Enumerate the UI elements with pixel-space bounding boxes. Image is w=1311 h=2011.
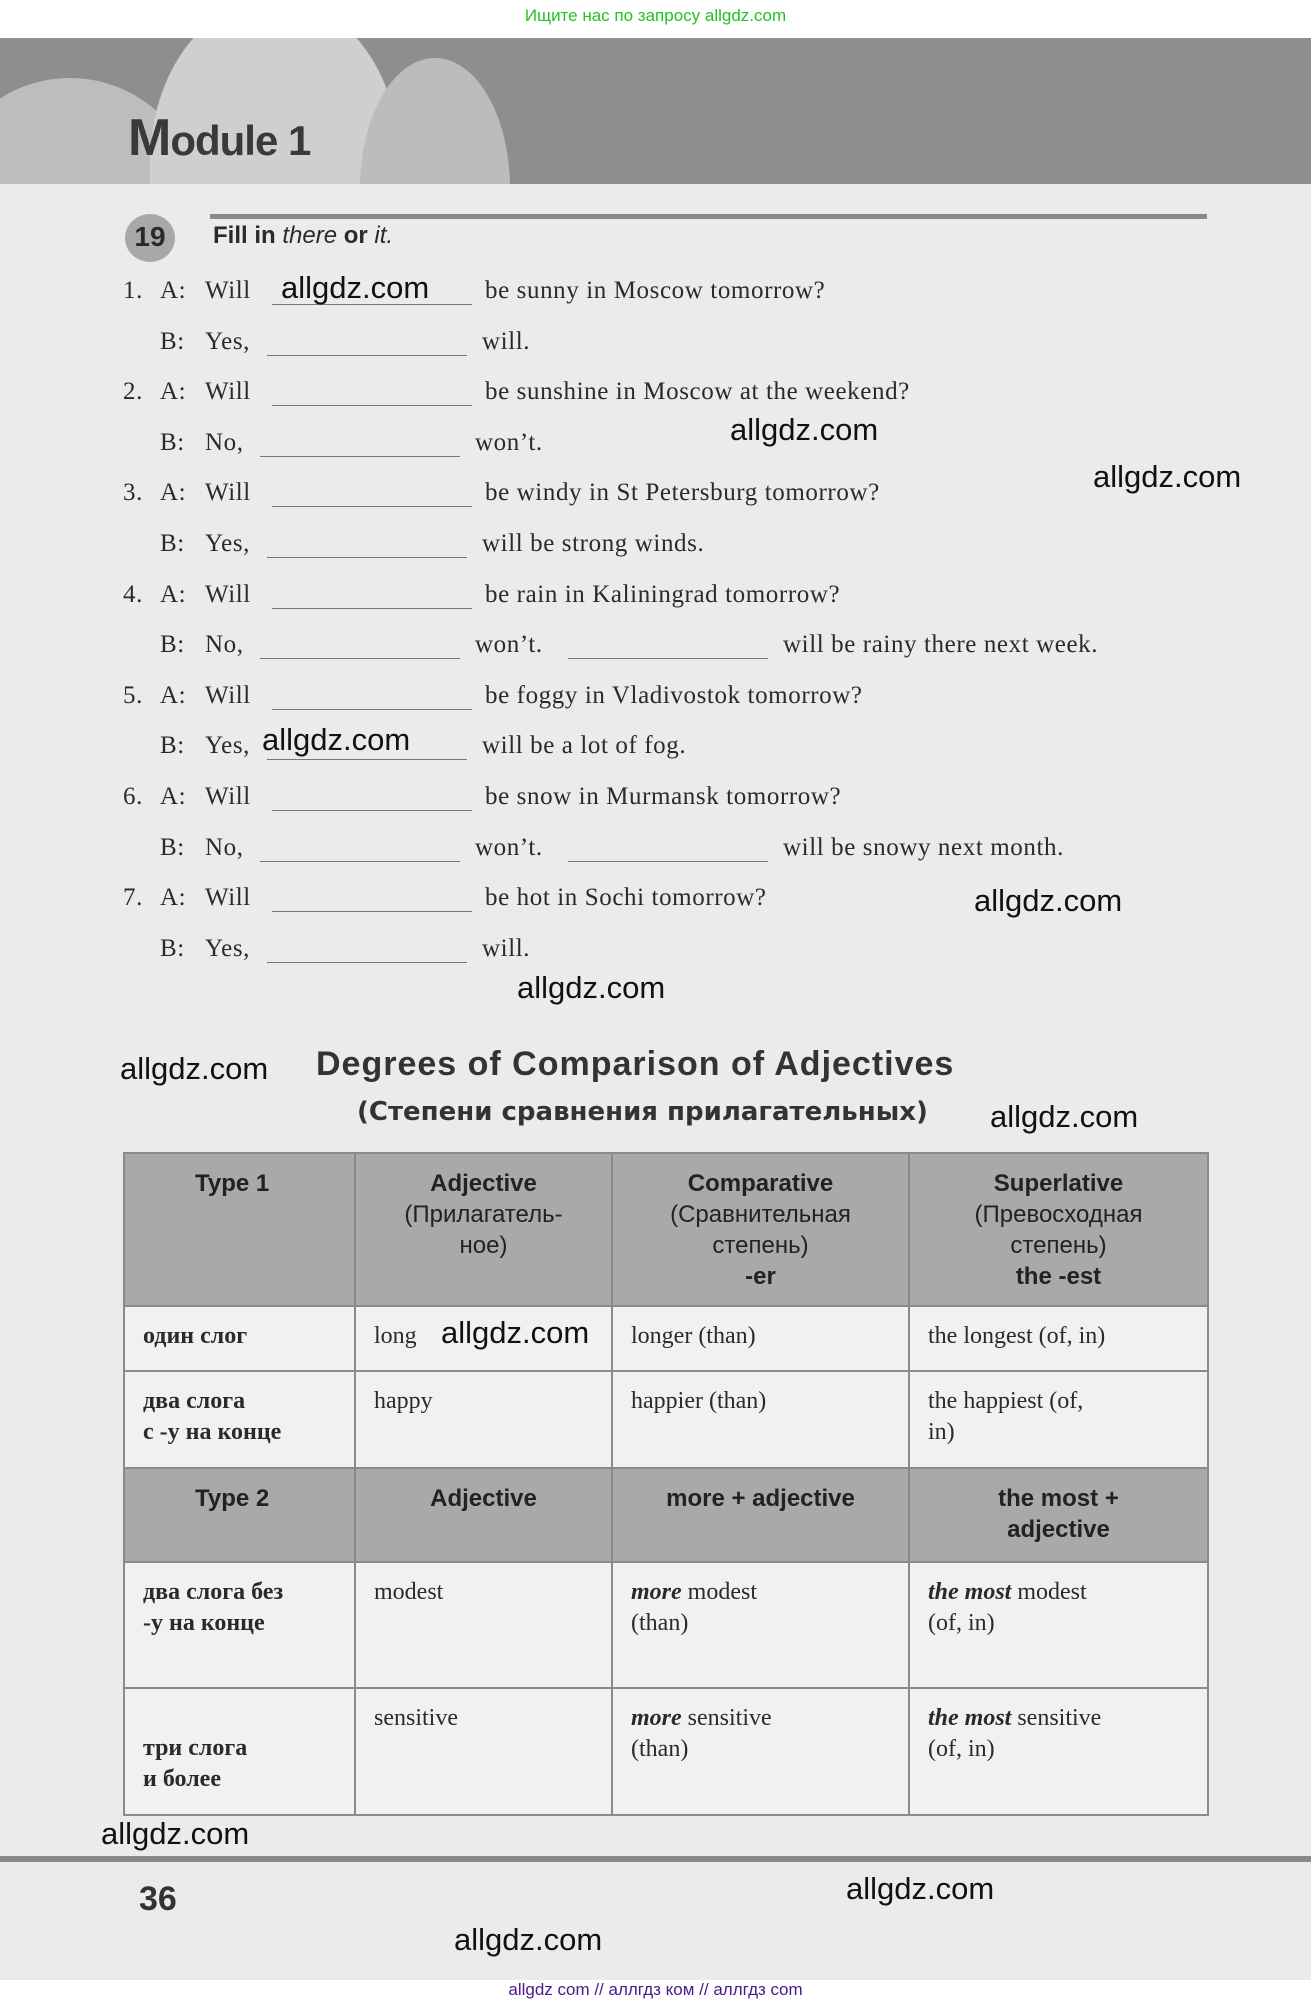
- line-lead: Yes,: [205, 327, 251, 355]
- line-lead: Yes,: [205, 732, 251, 760]
- line-text: be windy in St Petersburg tomorrow?: [485, 479, 880, 507]
- type1-label: Type 1: [195, 1170, 270, 1197]
- answer-blank[interactable]: [568, 630, 768, 659]
- line-lead: Will: [205, 277, 251, 304]
- answer-blank[interactable]: [260, 833, 460, 862]
- speaker-label: A:: [160, 580, 187, 608]
- exercise-rule: [210, 214, 1207, 219]
- bottom-note: allgdz com // аллгдз ком // аллгдз com: [508, 1980, 803, 1999]
- item-number: 1.: [123, 277, 143, 304]
- top-search-note: Ищите нас по запросу allgdz.com: [524, 6, 787, 25]
- line-lead: Yes,: [205, 530, 251, 557]
- line-lead: No,: [205, 833, 244, 861]
- watermark: allgdz.com: [441, 1315, 590, 1350]
- line-text: be foggy in Vladivostok tomorrow?: [485, 681, 863, 709]
- table-row: три слога и более sensitive more sensitive (than) the most sensitive (of, in): [124, 1688, 1208, 1815]
- answer-blank[interactable]: [272, 478, 472, 507]
- line-lead: No,: [205, 631, 244, 659]
- module-title: Module 1: [128, 109, 311, 167]
- answer-blank[interactable]: [267, 327, 467, 356]
- line-text: won’t.: [475, 631, 543, 659]
- table-header-type2: Type 2 Adjective more + adjective the most + adjective: [124, 1468, 1208, 1562]
- page-number: 36: [139, 1880, 177, 1918]
- line-lead: Will: [205, 378, 251, 406]
- watermark: allgdz.com: [846, 1871, 995, 1906]
- comparative-header: Comparative (Сравнительная степень) -er: [612, 1153, 909, 1306]
- table-row: два слога с -у на конце happy happier (than) the happiest (of, in): [124, 1371, 1208, 1468]
- watermark: allgdz.com: [454, 1922, 603, 1957]
- watermark: allgdz.com: [730, 412, 879, 447]
- watermark: allgdz.com: [990, 1099, 1139, 1134]
- watermark: allgdz.com: [517, 970, 666, 1005]
- line-text: be sunny in Moscow tomorrow?: [485, 277, 826, 304]
- footer-rule: [0, 1856, 1311, 1862]
- answer-blank[interactable]: [272, 377, 472, 406]
- line-lead: Will: [205, 884, 251, 912]
- speaker-label: A:: [160, 681, 187, 709]
- section-subtitle: (Степени сравнения прилагательных): [357, 1097, 928, 1127]
- answer-blank[interactable]: [267, 529, 467, 558]
- line-lead: Will: [205, 783, 251, 810]
- watermark: allgdz.com: [1093, 459, 1242, 494]
- adjective-header: Adjective (Прилагатель- ное): [355, 1153, 612, 1306]
- speaker-label: A:: [160, 479, 187, 507]
- answer-blank[interactable]: [272, 681, 472, 710]
- line-text: will be snowy next month.: [783, 833, 1064, 861]
- item-number: 2.: [123, 378, 143, 406]
- speaker-label: B:: [160, 327, 185, 355]
- answer-blank[interactable]: [267, 934, 467, 963]
- speaker-label: A:: [160, 884, 187, 912]
- table-row: два слога без -у на конце modest more modest (than) the most modest (of, in): [124, 1562, 1208, 1688]
- speaker-label: B:: [160, 631, 185, 659]
- answer-blank[interactable]: [568, 833, 768, 862]
- section-title: Degrees of Comparison of Adjectives: [316, 1045, 955, 1083]
- line-text: won’t.: [475, 833, 543, 861]
- speaker-label: B:: [160, 428, 185, 456]
- watermark: allgdz.com: [120, 1051, 269, 1086]
- line-text: will.: [482, 327, 531, 355]
- speaker-label: A:: [160, 378, 187, 406]
- table-row: один слог long longer (than) the longest (of, in): [124, 1306, 1208, 1371]
- line-lead: No,: [205, 428, 244, 456]
- comparison-table: [123, 1152, 1209, 1816]
- item-number: 7.: [123, 884, 143, 912]
- answer-blank[interactable]: [272, 782, 472, 811]
- line-text: be snow in Murmansk tomorrow?: [485, 783, 842, 810]
- watermark: allgdz.com: [281, 270, 430, 305]
- watermark: allgdz.com: [974, 883, 1123, 918]
- line-text: will be strong winds.: [482, 530, 705, 557]
- speaker-label: B:: [160, 833, 185, 861]
- speaker-label: B:: [160, 732, 185, 760]
- line-text: won’t.: [475, 428, 543, 456]
- line-text: will be a lot of fog.: [482, 732, 687, 760]
- item-number: 4.: [123, 580, 143, 608]
- answer-blank[interactable]: [272, 580, 472, 609]
- exercise-instruction: Fill in there or it.: [213, 222, 394, 249]
- table-header-type1: [124, 1153, 1208, 1306]
- line-text: be sunshine in Moscow at the weekend?: [485, 378, 910, 406]
- watermark: allgdz.com: [262, 722, 411, 757]
- line-text: be rain in Kaliningrad tomorrow?: [485, 580, 841, 608]
- item-number: 3.: [123, 479, 143, 507]
- speaker-label: A:: [160, 277, 187, 304]
- line-lead: Yes,: [205, 934, 251, 962]
- module-header-band: [0, 38, 1311, 184]
- line-lead: Will: [205, 479, 251, 507]
- exercise-number-badge: 19: [125, 214, 175, 262]
- superlative-header: Superlative (Превосходная степень) the -est: [909, 1153, 1208, 1306]
- item-number: 6.: [123, 783, 143, 810]
- line-text: will.: [482, 934, 531, 962]
- petal-decoration: [360, 58, 510, 184]
- watermark: allgdz.com: [101, 1816, 250, 1851]
- line-text: will be rainy there next week.: [783, 631, 1099, 659]
- speaker-label: B:: [160, 934, 185, 962]
- speaker-label: B:: [160, 530, 185, 557]
- line-lead: Will: [205, 580, 251, 608]
- item-number: 5.: [123, 681, 143, 709]
- speaker-label: A:: [160, 783, 187, 810]
- answer-blank[interactable]: [260, 428, 460, 457]
- line-lead: Will: [205, 681, 251, 709]
- answer-blank[interactable]: [260, 630, 460, 659]
- answer-blank[interactable]: [272, 883, 472, 912]
- line-text: be hot in Sochi tomorrow?: [485, 884, 767, 912]
